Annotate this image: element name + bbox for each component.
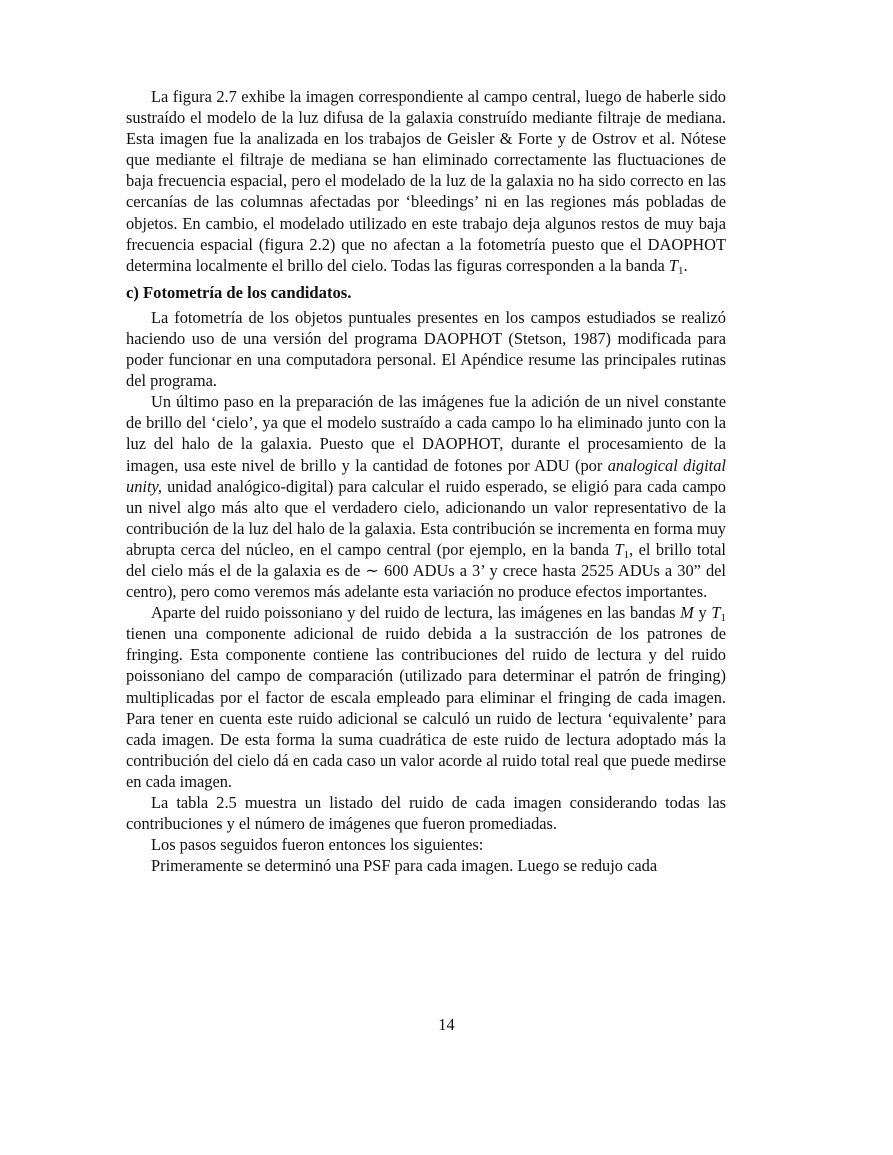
paragraph-daophot: La fotometría de los objetos puntuales presentes en los campos estudiados se realizó haciendo uso de una versión del programa DAOPHOT (Stetson, 1987) modificada para poder funcionar en una computadora personal. El Apéndice resume las principales rutinas del programa. <box>126 307 726 391</box>
paragraph-noise: Aparte del ruido poissoniano y del ruido de lectura, las imágenes en las bandas M y $T_1$ tienen una componente adicional de ruido debida a la sustracción de los patrones de fringing. Esta componente contiene las contribuciones del ruido de lectura y del ruido poissoniano del campo de comparación (utilizado para determinar el patrón de fringing) multiplicadas por el factor de escala empleado para eliminar el fringing de cada imagen. Para tener en cuenta este ruido adicional se calculó un ruido de lectura ‘equivalente’ para cada imagen. De esta forma la suma cuadrática de este ruido de lectura adoptado más la contribución del cielo dá en cada caso un valor acorde al ruido total real que puede medirse en cada imagen. <box>126 603 726 791</box>
section-heading: c) Fotometría de los candidatos. <box>126 282 352 302</box>
page-body <box>126 86 726 876</box>
paragraph-psf: Primeramente se determinó una PSF para cada imagen. Luego se redujo cada <box>151 856 658 876</box>
paragraph-table-2-5: La tabla 2.5 muestra un listado del ruido de cada imagen considerando todas las contribuciones y el número de imágenes que fueron promediadas. <box>126 793 726 834</box>
paragraph-sky-level: Un último paso en la preparación de las imágenes fue la adición de un nivel constante de brillo del ‘cielo’, ya que el modelo sustraído a cada campo lo ha eliminado junto con la luz del halo de la galaxia. Puesto que el DAOPHOT, durante el procesamiento de la imagen, usa este nivel de brillo y la cantidad de fotones por ADU (por analogical digital unity, unidad analógico-digital) para calcular el ruido esperado, se eligió para cada campo un nivel algo más alto que el verdadero cielo, adicionando un valor representativo de la contribución de la luz del halo de la galaxia. Esta contribución se incrementa en forma muy abrupta cerca del núcleo, en el campo central (por ejemplo, en la banda $T_1$, el brillo total del cielo más el de la galaxia es de ∼ 600 ADUs a 3’ y crece hasta 2525 ADUs a 30” del centro), pero como veremos más adelante esta variación no produce efectos importantes. <box>126 392 726 602</box>
page-number: 14 <box>438 1015 455 1034</box>
paragraph-figure-2-7: La figura 2.7 exhibe la imagen correspondiente al campo central, luego de haberle sido sustraído el modelo de la luz difusa de la galaxia construído mediante filtraje de mediana. Esta imagen fue la analizada en los trabajos de Geisler & Forte y de Ostrov et al. Nótese que mediante el filtraje de mediana se han eliminado correctamente las fluctuaciones de baja frecuencia espacial, pero el modelado de la luz de la galaxia no ha sido correcto en las cercanías de las columnas afectadas por ‘bleedings’ ni en las regiones más pobladas de objetos. En cambio, el modelado utilizado en este trabajo deja algunos restos de muy baja frecuencia espacial (figura 2.2) que no afectan a la fotometría puesto que el DAOPHOT determina localmente el brillo del cielo. Todas las figuras corresponden a la banda $T_1$. <box>126 87 726 277</box>
paragraph-steps: Los pasos seguidos fueron entonces los siguientes: <box>151 835 484 855</box>
